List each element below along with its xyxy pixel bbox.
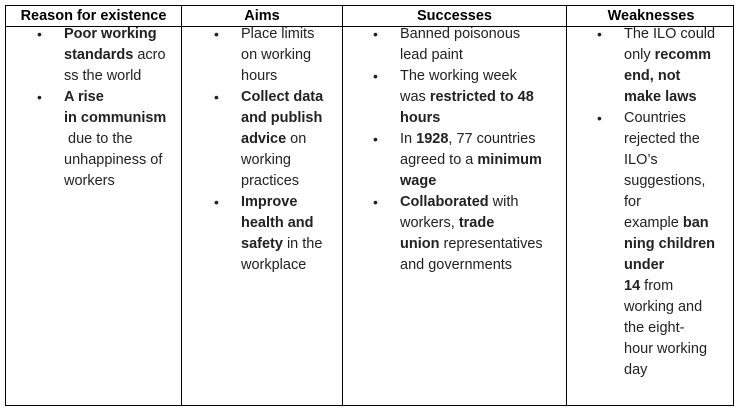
successes-text: Banned poisonous [400, 26, 521, 42]
weaknesses-text: 14 [624, 278, 641, 294]
weaknesses-text: hour working [624, 341, 708, 357]
weaknesses-text: ban [682, 215, 709, 231]
successes-text: trade [458, 215, 495, 231]
successes-text: Collaborated [400, 194, 489, 210]
weaknesses-text: ning children [624, 236, 716, 252]
successes-item-lead-paint [400, 24, 560, 66]
weaknesses-text: rejected the [624, 131, 700, 147]
successes-text: minimum [477, 152, 542, 168]
header-aims: Aims [244, 8, 280, 24]
successes-text: with [488, 194, 519, 210]
successes-text: hours [400, 110, 441, 126]
aims-text: working [241, 152, 291, 168]
header-weaknesses: Weaknesses [607, 8, 695, 24]
successes-text: lead paint [400, 47, 463, 63]
reason-text: in communism [64, 110, 167, 126]
aims-text: on [286, 131, 307, 147]
aims-text: practices [241, 173, 300, 189]
successes-item-working-week [400, 66, 560, 129]
aims-text: workplace [241, 257, 307, 273]
weaknesses-text: suggestions, [624, 173, 706, 189]
successes-text: was [400, 89, 430, 105]
aims-text: safety [241, 236, 283, 252]
successes-text: agreed to a [400, 152, 478, 168]
header-reason: Reason for existence [20, 8, 167, 24]
successes-text: wage [400, 173, 437, 189]
reason-list [64, 24, 176, 192]
reason-text: ss the world [64, 68, 142, 84]
aims-list [241, 24, 343, 276]
weaknesses-text: working and [624, 299, 703, 315]
weaknesses-text: for [624, 194, 641, 210]
aims-text: health and [241, 215, 314, 231]
successes-text: representatives [439, 236, 543, 252]
reason-item-poor-standards [64, 24, 176, 87]
aims-text: Place limits [241, 26, 315, 42]
aims-text: Collect data [241, 89, 324, 105]
successes-list [400, 24, 560, 276]
aims-item-safety [241, 192, 343, 276]
successes-text: union [400, 236, 440, 252]
weaknesses-text: day [624, 362, 648, 378]
successes-item-collaborated [400, 192, 560, 276]
weaknesses-text: example [624, 215, 683, 231]
aims-text: and publish [241, 110, 323, 126]
reason-text: Poor working [64, 26, 157, 42]
successes-text: 1928 [416, 131, 449, 147]
weaknesses-text: the eight- [624, 320, 685, 336]
aims-text: on working [241, 47, 312, 63]
reason-text: unhappiness of [64, 152, 163, 168]
column-divider-1 [181, 6, 182, 405]
aims-item-limits [241, 24, 343, 87]
weaknesses-text: recomm [654, 47, 712, 63]
successes-text: In [400, 131, 417, 147]
weaknesses-text: under [624, 257, 665, 273]
column-divider-3 [566, 6, 567, 405]
weaknesses-item-rejected [624, 108, 724, 381]
aims-text: advice [241, 131, 287, 147]
aims-text: in the [282, 236, 323, 252]
successes-text: The working week [400, 68, 517, 84]
weaknesses-item-recommend [624, 24, 724, 108]
header-successes: Successes [417, 8, 492, 24]
weaknesses-text: make laws [624, 89, 697, 105]
weaknesses-text: ILO’s [624, 152, 658, 168]
weaknesses-list [624, 24, 724, 381]
reason-text: workers [64, 173, 115, 189]
aims-item-data [241, 87, 343, 192]
reason-text: A rise [64, 89, 104, 105]
successes-text: restricted to 48 [429, 89, 534, 105]
weaknesses-text: end, not [624, 68, 681, 84]
weaknesses-text: from [640, 278, 674, 294]
successes-text: , 77 countries [448, 131, 536, 147]
reason-text: standards [64, 47, 134, 63]
aims-text: hours [241, 68, 278, 84]
reason-text: acro [133, 47, 166, 63]
reason-item-communism [64, 87, 176, 192]
aims-text: Improve [241, 194, 298, 210]
successes-item-minimum-wage [400, 129, 560, 192]
weaknesses-text: only [624, 47, 655, 63]
reason-text: due to the [64, 131, 133, 147]
weaknesses-text: The ILO could [624, 26, 716, 42]
successes-text: workers, [400, 215, 459, 231]
weaknesses-text: Countries [624, 110, 687, 126]
successes-text: and governments [400, 257, 513, 273]
